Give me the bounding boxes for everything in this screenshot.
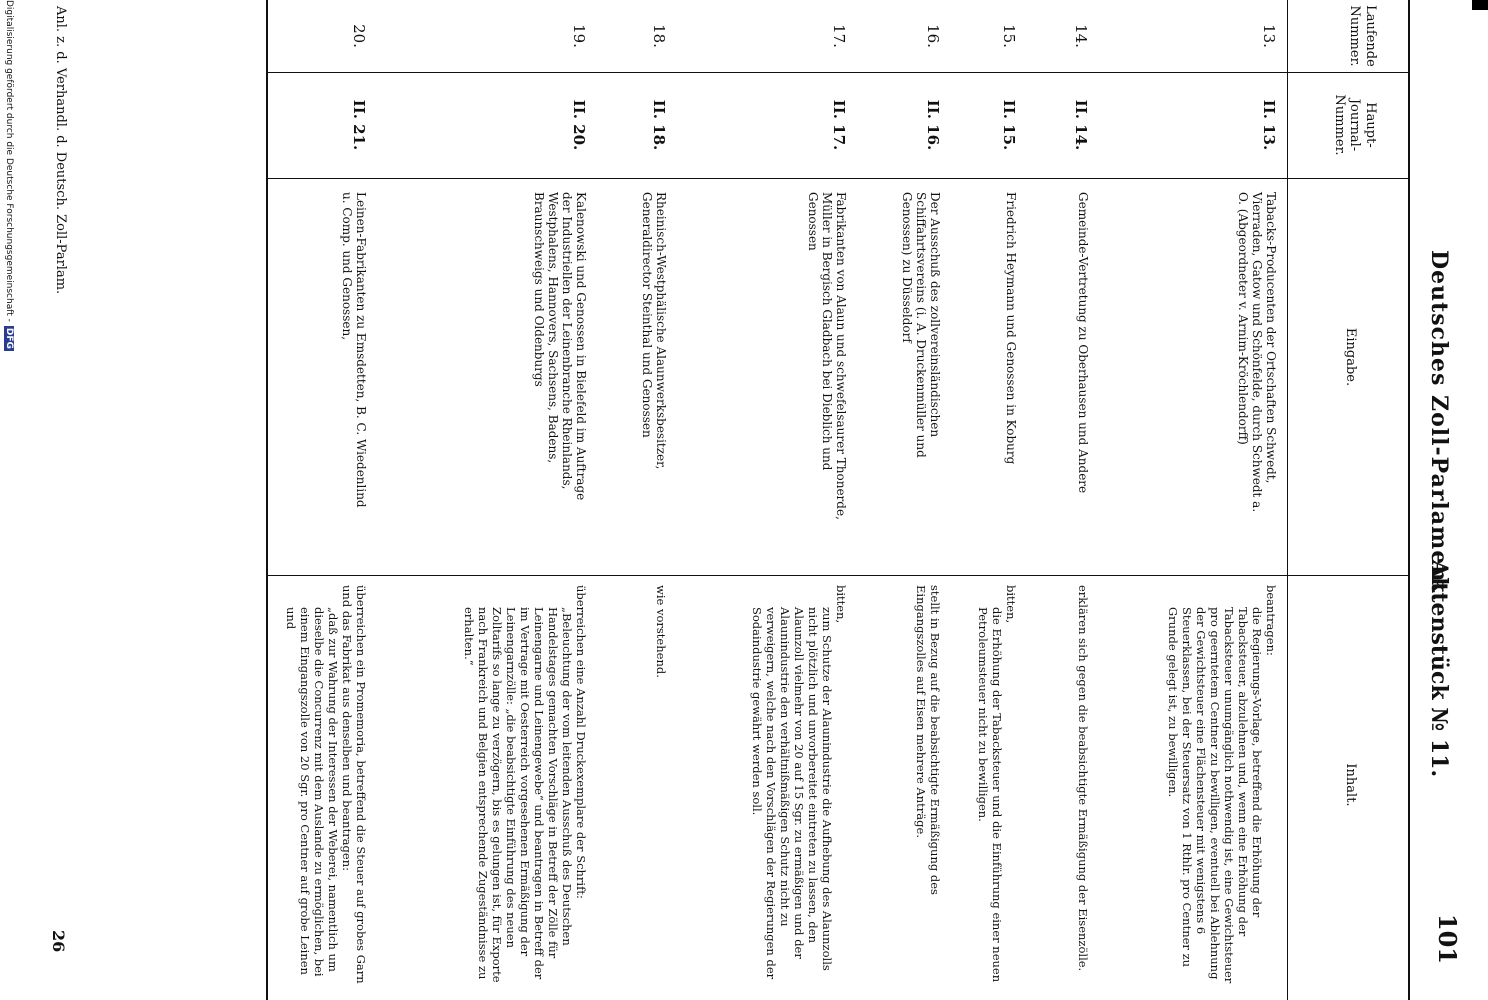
digitization-text: Digitalisierung gefördert durch die Deutsche Forschungsgemeinschaft - [4, 0, 14, 322]
row-lfd: 14. [1072, 24, 1090, 48]
page-title: Deutsches Zoll-Parlament. [1426, 250, 1452, 603]
row-hj: II. 18. [650, 99, 668, 151]
col-head-laufende: Laufende Nummer. [1347, 5, 1378, 67]
row-hj: II. 14. [1072, 99, 1090, 151]
col-head-eingabe: Eingabe. [1343, 327, 1358, 387]
col-head-hauptjournal: Haupt-Journal-Nummer. [1331, 94, 1378, 156]
row-inhalt [914, 585, 942, 985]
row-hj: II. 16. [924, 99, 942, 151]
row-inhalt [1166, 585, 1278, 985]
digitization-note [4, 0, 14, 351]
row-lfd: 16. [924, 24, 942, 48]
row-eingabe: Rheinisch-Westphälische Alaunwerksbesitzer, Generaldirector Steinthal und Genossen [640, 192, 668, 470]
row-inhalt [462, 585, 588, 985]
row-eingabe: Gemeinde-Vertretung zu Oberhausen und Andere [1076, 192, 1090, 494]
column-rule-1 [268, 72, 1410, 73]
row-lfd: 15. [1000, 24, 1018, 48]
header-rule-bottom [1287, 0, 1288, 1000]
row-inhalt [284, 585, 368, 985]
row-lfd: 18. [650, 24, 668, 48]
row-lfd: 19. [570, 24, 588, 48]
row-eingabe: Fabrikanten von Alaun und schwefelsaurer Thonerde, Müller in Bergisch Gladbach bei Dieblich und Genossen [806, 192, 848, 520]
inhalt-lead: wie vorstehend. [654, 585, 668, 678]
signature-number: 26 [49, 930, 68, 953]
row-lfd: 20. [350, 24, 368, 48]
row-inhalt [1076, 585, 1090, 985]
column-rule-2 [268, 178, 1410, 179]
row-hj: II. 21. [350, 99, 368, 151]
table-bottom-rule [266, 0, 268, 1000]
inhalt-lead: beantragen: [1264, 585, 1278, 656]
row-inhalt [750, 585, 848, 985]
row-eingabe: Friedrich Heymann und Genossen in Koburg [1004, 192, 1018, 465]
row-eingabe: Leinen-Fabrikanten zu Emsdetten, B. C. Wiedenlind u. Comp. und Genossen, [340, 192, 368, 508]
page-number: 101 [1433, 913, 1462, 964]
row-inhalt [654, 585, 668, 985]
row-eingabe: Tabacks-Producenten der Ortschaften Schwedt, Vierraden, Gatow und Schönfelde, durch Schwedt a. O. (Abgeordneter v. Arnim-Kröchlendorff) [1236, 192, 1278, 513]
row-hj: II. 15. [1000, 99, 1018, 151]
header-rule-top [1408, 0, 1410, 1000]
inhalt-body: „Beleuchtung der vom leitenden Ausschuß des Deutschen Handelstages gemachten Vorschläge in Betreff der Zölle für Leinengarne und Leinengewebe“ und beantragen in Betreff der im Vertrage mit Oesterreich vorgesehenen Ermäßigung der Leinengarnzölle: „die beabsichtigte Einführung des neuen Zolltarifs so lange zu verzögern, bis es gelungen ist, für Exporte nach Frankreich und Belgien entsprechende Zugeständnisse zu erhalten.“ [462, 607, 574, 983]
row-eingabe: Kalenowski und Genossen in Bielefeld im Auftrage der Industriellen der Leinenbranche Rheinlands, Westphalens, Hannovers, Sachsens, Badens, Braunschweigs und Oldenburgs [532, 192, 588, 501]
inhalt-lead: bitten, [1004, 585, 1018, 624]
document-number: Aktenstück № 11. [1426, 560, 1452, 778]
inhalt-lead: überreichen eine Anzahl Druckexemplare der Schrift: [574, 585, 588, 899]
row-hj: II. 17. [830, 99, 848, 151]
inhalt-lead: stellt in Bezug auf die beabsichtigte Ermäßigung des Eingangszolles auf Eisen mehrere Anträge. [914, 585, 942, 895]
col-head-inhalt: Inhalt. [1343, 763, 1358, 807]
inhalt-lead: bitten, [834, 585, 848, 624]
row-lfd: 13. [1260, 24, 1278, 48]
column-rule-3 [268, 575, 1410, 576]
inhalt-body: die Erhöhung der Tabacksteuer und die Einführung einer neuen Petroleumsteuer nicht zu bewilligen. [976, 607, 1004, 983]
dfg-logo: DFG [4, 327, 14, 349]
inhalt-body: die Regierungs-Vorlage, betreffend die Erhöhung der Tabacksteuer, abzulehnen und, wenn eine Erhöhung der Tabacksteuer unumgänglich nothwendig ist, eine Gewichtsteuer pro geerntetem Centner zu bewilligen, eventuell bei Ablehnung der Gewichtsteuer eine Flächensteuer mit wenigstens 6 Steuerklassen, bei der Steuersatz von 1 Rthlr. pro Centner zu Grunde gelegt ist, zu bewilligen. [1166, 607, 1264, 984]
inhalt-body: „daß zur Wahrung der Interessen der Weberei, namentlich um dieselbe die Concurrenz mit dem Auslande zu ermöglichen, bei einem Eingangszolle von 20 Sgr. pro Centner auf grobe Leinen und [284, 607, 340, 977]
row-hj: II. 20. [570, 99, 588, 151]
row-lfd: 17. [830, 24, 848, 48]
corner-mark [1472, 0, 1488, 10]
row-hj: II. 13. [1260, 99, 1278, 151]
row-eingabe: Der Ausschuß des zollvereinsländischen Schiffahrtsvereins (i. A. Druckenmüller und Genossen) zu Düsseldorf [900, 192, 942, 458]
footer-reference: Anl. z. d. Verhandl. d. Deutsch. Zoll-Parlam. [53, 6, 68, 295]
row-inhalt [976, 585, 1018, 985]
inhalt-body: zum Schutze der Alaunindustrie die Aufhebung des Alaunzolls nicht plötzlich und unvorbereitet eintreten zu lassen, den Alaunzoll vielmehr von 20 auf 15 Sgr. zu ermäßigen und der Alaunindustrie den verhältnißmäßigen Schutz nicht zu verweigern, welche nach den Vorschlägen der Regierungen der Sodaindustrie gewährt werden soll. [750, 607, 834, 980]
inhalt-lead: erklären sich gegen die beabsichtigte Ermäßigung der Eisenzölle. [1076, 585, 1090, 972]
inhalt-lead: überreichen ein Promemoria, betreffend die Steuer auf grobes Garn und das Fabrikat aus denselben und beantragen: [340, 585, 368, 984]
